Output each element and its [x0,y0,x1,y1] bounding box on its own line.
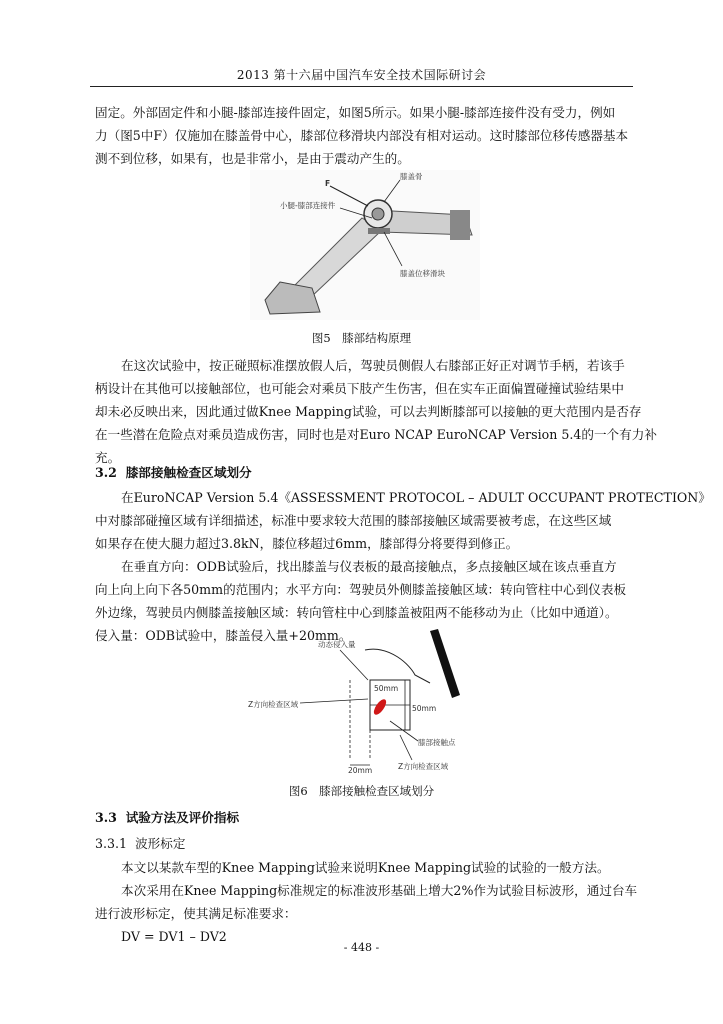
contact-point-mark [372,697,389,716]
paragraph-knee-mapping [95,354,657,469]
text-line: 在EuroNCAP Version 5.4《ASSESSMENT PROTOCOL – ADULT OCCUPANT PROTECTION》 [121,490,711,505]
header-rule [90,86,633,87]
subsection-title: 波形标定 [135,836,186,851]
contact-point-label: 膝部接触点 [418,738,456,747]
equation: DV = DV1 – DV2 [121,929,227,944]
figure-6-contact-region [240,625,470,779]
text-line: 在一些潜在危险点对乘员造成伤害，同时也是对Euro NCAP EuroNCAP Version 5.4的一个有力补 [95,427,657,442]
running-header: 2013 第十六届中国汽车安全技术国际研讨会 [236,68,487,82]
text-line: 测不到位移，如果有，也是非常小，是由于震动产生的。 [95,151,410,166]
text-line: 中对膝部碰撞区域有详细描述，标准中要求较大范围的膝部接触区域需要被考虑，在这些区域 [95,513,612,528]
section-heading-3-2 [95,462,252,481]
intro-paragraph [95,101,633,170]
text-line: 外边缘，驾驶员内侧膝盖接触区域：转向管柱中心到膝盖被阻两不能移动为止（比如中通道）。 [95,605,618,620]
paragraph-euroncap [95,486,711,555]
text-line: 在垂直方向：ODB试验后，找出膝盖与仪表板的最高接触点，多点接触区域在该点垂直方 [121,559,617,574]
contact-region-diagram [240,625,470,775]
dynamic-intrusion-label: 动态侵入量 [318,640,356,649]
z-region-label: Z方向检查区域 [248,700,299,709]
kneecap-label: 膝盖骨 [400,172,423,181]
subsection-number: 3.3.1 [95,836,128,851]
z-region-bottom-label: Z方向检查区域 [398,762,449,771]
text-line: 侵入量：ODB试验中，膝盖侵入量+20mm。 [95,628,352,643]
text-line: 固定。外部固定件和小腿-膝部连接件固定，如图5所示。如果小腿-膝部连接件没有受力，例如 [95,105,616,120]
section-number: 3.2 [95,465,117,480]
section-title: 膝部接触检查区域划分 [125,465,252,480]
text-line: 本次采用在Knee Mapping标准规定的标准波形基础上增大2%作为试验目标波形，通过台车 [121,883,638,898]
text-line: 向上向上向下各50mm的范围内；水平方向：驾驶员外侧膝盖接触区域：转向管柱中心到仪表板 [95,582,627,597]
text-line: 本文以某款车型的Knee Mapping试验来说明Knee Mapping试验的试验的一般方法。 [121,860,610,875]
dashboard-curve [365,649,430,683]
dimension-label-bottom: 20mm [348,766,373,775]
knee-structure-illustration [250,170,480,320]
text-line: 柄设计在其他可以接触部位，也可能会对乘员下肢产生伤害，但在实车正面偏置碰撞试验结果中 [95,381,624,396]
connector-label: 小腿-膝部连接件 [280,201,336,210]
subsection-heading-3-3-1 [95,833,185,852]
figure-5-knee-structure [250,170,480,324]
text-line: 力（图5中F）仅施加在膝盖骨中心，膝部位移滑块内部没有相对运动。这时膝部位移传感器基本 [95,128,629,143]
steering-column [430,629,460,698]
dimension-label-top: 50mm [374,684,399,693]
slider-label: 膝盖位移滑块 [400,269,445,278]
figure-5-caption: 图5 膝部结构原理 [311,331,412,345]
text-line: 进行波形标定，使其满足标准要求： [95,906,297,921]
text-line: 充。 [95,450,121,465]
knee-center [372,208,384,220]
force-label: F [325,179,331,188]
paragraph-method [95,856,638,948]
knee-slider [368,228,390,234]
section-heading-3-3 [95,807,239,826]
section-title: 试验方法及评价指标 [125,810,240,825]
text-line: 在这次试验中，按正碰照标准摆放假人后，驾驶员侧假人右膝部正好正对调节手柄，若该手 [121,358,625,373]
pelvis-block [450,210,470,240]
figure-6-caption: 图6 膝部接触检查区域划分 [288,784,435,798]
dimension-label-right: 50mm [412,704,437,713]
text-line: 却未必反映出来，因此通过做Knee Mapping试验，可以去判断膝部可以接触的更大范围内是否存 [95,404,642,419]
section-number: 3.3 [95,810,117,825]
text-line: 如果存在使大腿力超过3.8kN，膝位移超过6mm，膝部得分将要得到修正。 [95,536,519,551]
page-number: - 448 - [343,941,380,954]
